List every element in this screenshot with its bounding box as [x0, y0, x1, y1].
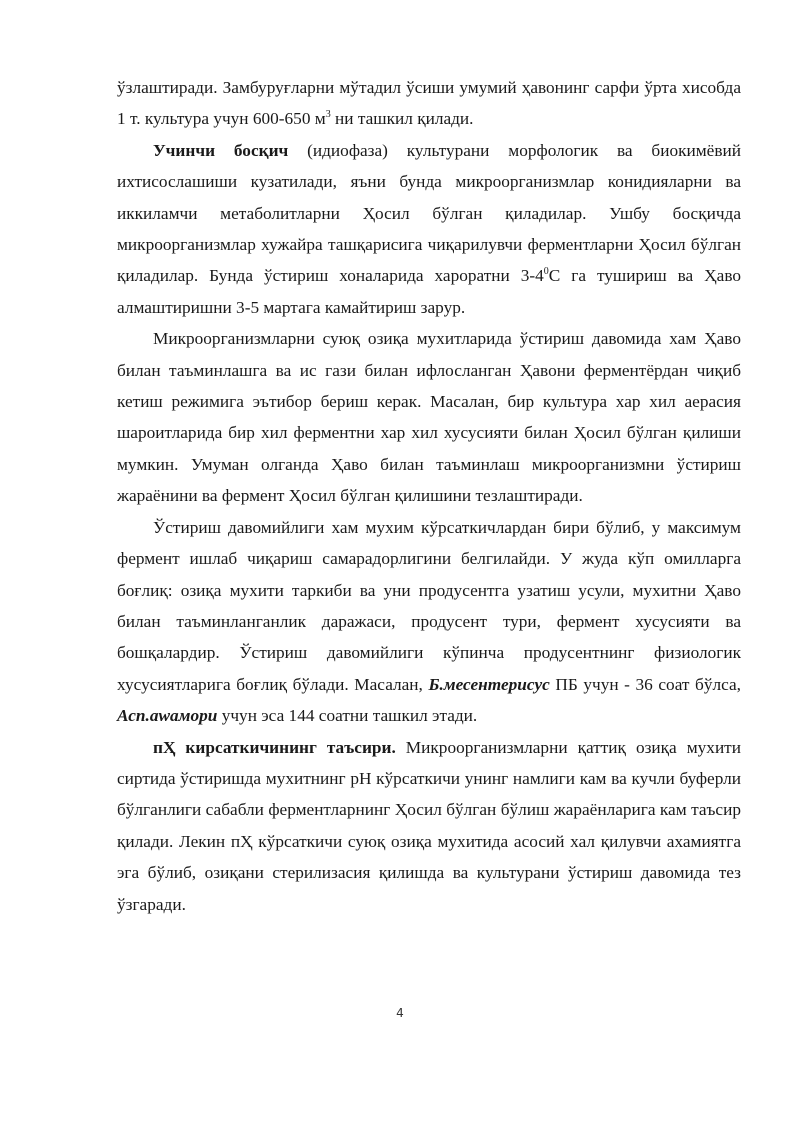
- paragraph-1-text: ўзлаштиради. Замбуруғларни мўтадил ўсиши умумий ҳавонинг сарфи ўрта хисобда 1 т. культура учун 600-650 м: [117, 78, 741, 129]
- species-name-2: Асп.аwамори: [117, 706, 218, 726]
- paragraph-2: [117, 135, 741, 323]
- paragraph-4-text: Ўстириш давомийлиги хам мухим кўрсаткичлардан бири бўлиб, у максимум фермент ишлаб чиқариш самарадорлигини белгилайди. У жуда кўп омилларга боғлиқ: озиқа мухити таркиби ва уни продусентга узатиш усули, мухитни Ҳаво билан таъминланганлик даражаси, продусент тури, фермент хусусияти ва бошқалардир. Ўстириш давомийлиги кўпинча продусентнинг физиологик хусусиятларига боғлиқ бўлади. Масалан,: [117, 517, 741, 694]
- paragraph-2-tail: С га тушириш ва Ҳаво алмаштиришни 3-5 мартага камайтириш зарур.: [117, 266, 742, 317]
- paragraph-4-tail: учун эса 144 соатни ташкил этади.: [217, 706, 478, 726]
- paragraph-5: [117, 732, 741, 920]
- body-text: [117, 72, 741, 920]
- paragraph-3-text: Микроорганизмларни суюқ озиқа мухитларида ўстириш давомида хам Ҳаво билан таъминлашга ва ис гази билан ифлосланган Ҳавони ферментёрдан чиқиб кетиш режимига эътибор бериш керак. Масалан, бир культура хар хил аерасия шароитларида бир хил ферментни хар хил хусусияти билан Ҳосил бўлган қилиши мумкин. Умуман олганда Ҳаво билан таъминлаш микроорганизмни ўстириш жараёнини ва фермент Ҳосил бўлган қилишини тезлаштиради.: [117, 329, 741, 506]
- paragraph-4: [117, 512, 741, 732]
- paragraph-3: [117, 323, 741, 511]
- species-name-1: Б.месентерисус: [428, 674, 550, 694]
- paragraph-5-text: Микроорганизмларни қаттиқ озиқа мухити сиртида ўстиришда мухитнинг рН кўрсаткичи унинг намлиги кам ва кучли буферли бўлганлиги сабабли ферментларнинг Ҳосил бўлган бўлиш жараёнларига кам таъсир қилади. Лекин пҲ кўрсаткичи суюқ озиқа мухитида асосий хал қилувчи ахамиятга эга бўлиб, озиқани стерилизасия қилишда ва культурани ўстириш давомида тез ўзгаради.: [117, 737, 741, 914]
- paragraph-2-heading: Учинчи босқич: [153, 140, 289, 160]
- degree-superscript: 0: [543, 266, 549, 278]
- paragraph-1-tail: ни ташкил қилади.: [330, 109, 474, 129]
- paragraph-4-middle: ПБ учун - 36 соат бўлса,: [549, 674, 741, 694]
- cubic-superscript: 3: [325, 109, 331, 121]
- paragraph-5-heading: пҲ кирсаткичининг таъсири.: [153, 737, 396, 757]
- page-number: 4: [396, 1006, 404, 1020]
- paragraph-1: [117, 72, 741, 135]
- paragraph-2-text: (идиофаза) культурани морфологик ва биокимёвий ихтисослашиши кузатилади, яъни бунда микроорганизмлар конидияларни ва иккиламчи метаболитларни Ҳосил бўлган қиладилар. Ушбу босқичда микроорганизмлар хужайра ташқарисига чиқарилувчи ферментларни Ҳосил бўлган қиладилар. Бунда ўстириш хоналарида хароратни 3-4: [117, 140, 741, 286]
